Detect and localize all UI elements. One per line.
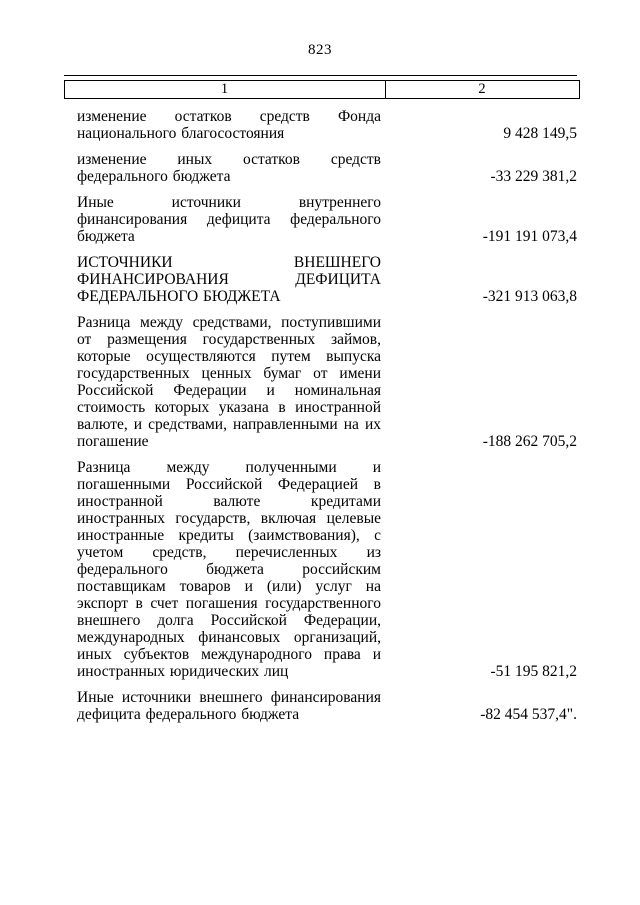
header-cell-2: 2 [385,81,579,99]
row-amount: -33 229 381,2 [490,168,577,185]
row-description: Разница между средствами, поступившими от размещения государственных займов, которые осуществляются путем выпуска государственных ценных бумаг от имени Российской Федерации и номинальная стоимость которых указана в иностранной валюте, и средствами, направленными на их погашение [77,314,381,450]
row-description: изменение иных остатков средств федерального бюджета [77,151,381,185]
row-description: Разница между полученными и погашенными Российской Федерацией в иностранной валюте кредитами иностранных государств, включая целевые иностранные кредиты (заимствования), с учетом средств, перечисленных из федерального бюджета российским поставщикам товаров и (или) услуг на экспорт в счет погашения государственного внешнего долга Российской Федерации, международных финансовых организаций, иных субъектов международного права и иностранных юридических лиц [77,459,381,680]
table-row [64,142,579,185]
row-amount: -191 191 073,4 [482,228,577,245]
header-cell-1: 1 [64,81,385,99]
header-row [64,81,579,99]
row-amount: -51 195 821,2 [490,663,577,680]
row-description: Иные источники внутреннего финансирования дефицита федерального бюджета [77,194,381,245]
table-row [64,245,579,305]
row-description: Иные источники внешнего финансирования дефицита федерального бюджета [77,689,381,723]
row-amount: -321 913 063,8 [482,288,577,305]
table-row [64,185,579,245]
budget-table-area [64,75,577,723]
row-amount: 9 428 149,5 [503,125,577,142]
page-number: 823 [308,42,332,58]
table-row [64,450,579,680]
table-row [64,305,579,450]
row-amount: -188 262 705,2 [482,433,577,450]
row-amount: -82 454 537,4". [480,706,577,723]
row-description: ИСТОЧНИКИ ВНЕШНЕГО ФИНАНСИРОВАНИЯ ДЕФИЦИТА ФЕДЕРАЛЬНОГО БЮДЖЕТА [77,254,381,305]
table-row [64,680,579,723]
budget-table [64,80,580,723]
table-header [64,81,579,99]
table-body [64,99,579,724]
table-row [64,99,579,143]
row-description: изменение остатков средств Фонда национального благосостояния [77,108,381,142]
